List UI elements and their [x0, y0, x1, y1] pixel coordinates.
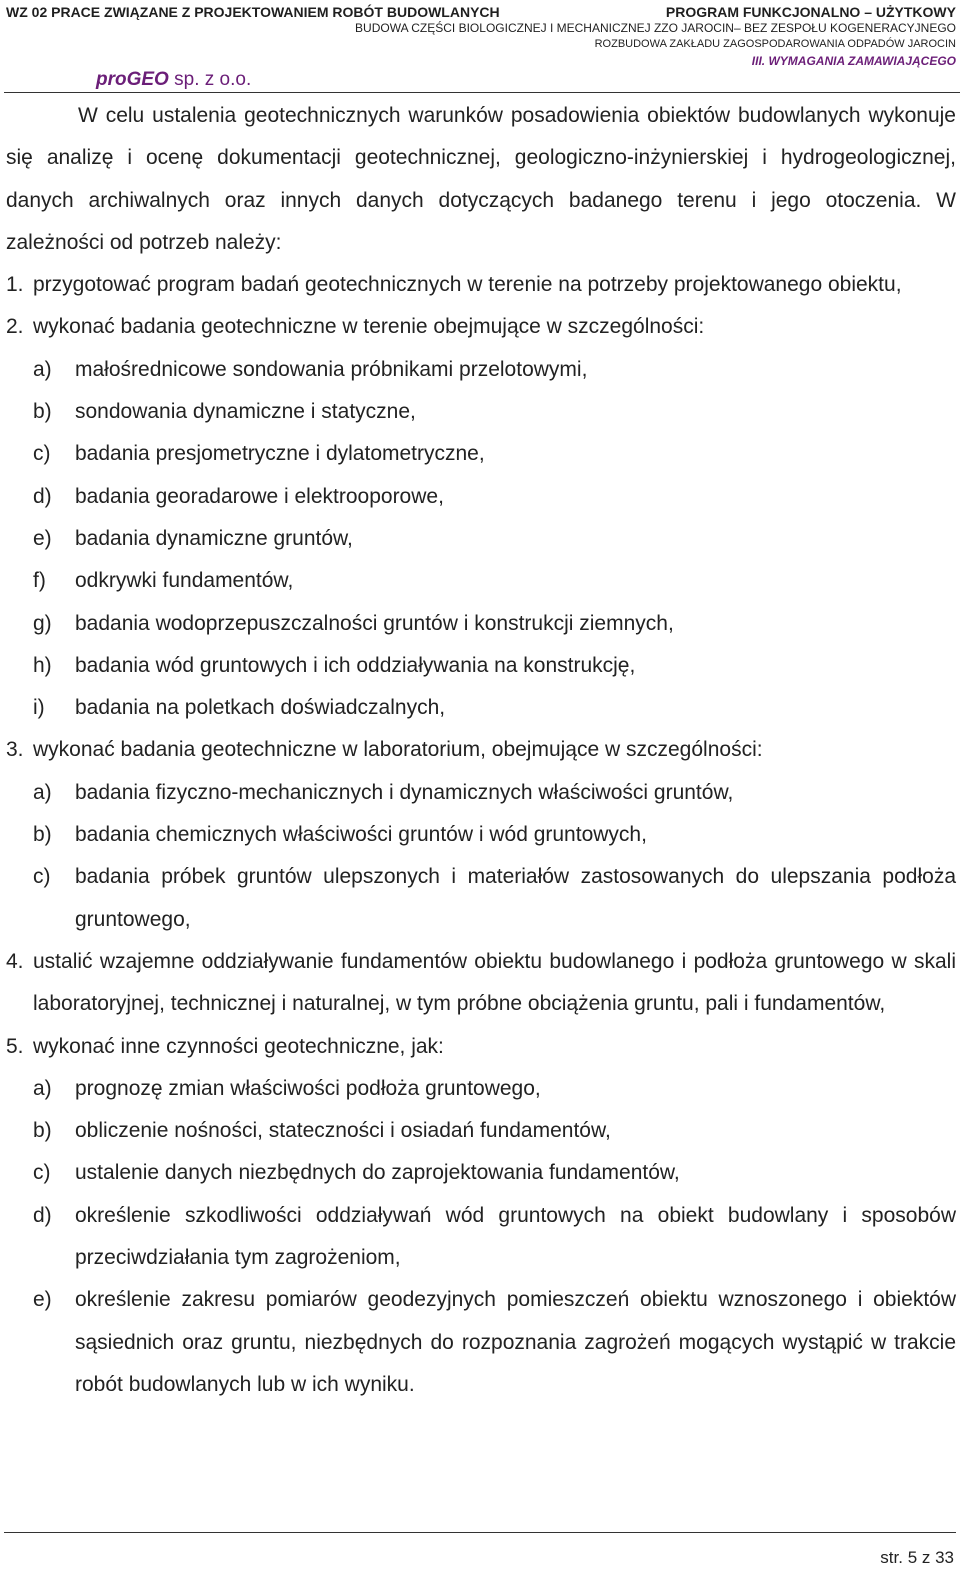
- list-item-4: [6, 941, 956, 1026]
- sub-item: [6, 645, 956, 687]
- sub-item-letter: e): [33, 1288, 52, 1312]
- sub-item-letter: a): [33, 357, 52, 381]
- sub-item-letter: c): [33, 442, 51, 466]
- page-number: str. 5 z 33: [880, 1548, 954, 1567]
- sub-item-letter: a): [33, 780, 52, 804]
- sub-item-letter: b): [33, 823, 52, 847]
- sub-item-text: małośrednicowe sondowania próbnikami przelotowymi,: [75, 357, 588, 381]
- sub-item-letter: b): [33, 1119, 52, 1143]
- sub-item-text: badania presjometryczne i dylatometryczne,: [75, 442, 485, 466]
- sub-item-text: badania wodoprzepuszczalności gruntów i konstrukcji ziemnych,: [75, 611, 674, 635]
- sub-item-letter: c): [33, 1161, 51, 1185]
- footer-rule: [4, 1532, 956, 1533]
- company-name-rest: sp. z o.o.: [168, 69, 252, 90]
- item-text: wykonać badania geotechniczne w laboratorium, obejmujące w szczególności:: [33, 738, 763, 762]
- sub-item-text: badania dynamiczne gruntów,: [75, 526, 353, 550]
- header-right-block: [355, 4, 956, 70]
- header-right-title: PROGRAM FUNKCJONALNO – UŻYTKOWY: [665, 4, 956, 20]
- company-name-bold: proGEO: [96, 69, 169, 90]
- sub-item: [6, 1195, 956, 1280]
- sub-item: [6, 1152, 956, 1194]
- header-left-title: WZ 02 PRACE ZWIĄZANE Z PROJEKTOWANIEM ROBÓT BUDOWLANYCH: [6, 4, 500, 20]
- sub-item-text: badania próbek gruntów ulepszonych i materiałów zastosowanych do ulepszania podłoża gruntowego,: [75, 865, 956, 931]
- sub-item: [6, 603, 956, 645]
- sub-item-text: badania na poletkach doświadczalnych,: [75, 696, 446, 720]
- item-number: 3.: [6, 738, 24, 762]
- item-number: 4.: [6, 949, 24, 973]
- sub-item-letter: e): [33, 526, 52, 550]
- item-text: wykonać badania geotechniczne w terenie obejmujące w szczególności:: [33, 315, 705, 339]
- sub-item-letter: d): [33, 1203, 52, 1227]
- list-item-3: [6, 729, 956, 771]
- sub-item-letter: c): [33, 865, 51, 889]
- sub-item-letter: h): [33, 653, 52, 677]
- sub-item-text: badania chemicznych właściwości gruntów i wód gruntowych,: [75, 823, 647, 847]
- sub-item-letter: b): [33, 400, 52, 424]
- sub-item-letter: a): [33, 1076, 52, 1100]
- sub-item-letter: d): [33, 484, 52, 508]
- header-rule: [4, 92, 960, 93]
- sub-item: [6, 1110, 956, 1152]
- header-project-line-2: ROZBUDOWA ZAKŁADU ZAGOSPODAROWANIA ODPADÓW JAROCIN: [594, 38, 956, 50]
- sub-item-text: obliczenie nośności, stateczności i osiadań fundamentów,: [75, 1119, 611, 1143]
- sub-item: [6, 814, 956, 856]
- sub-item-text: badania georadarowe i elektrooporowe,: [75, 484, 444, 508]
- sub-item-text: określenie szkodliwości oddziaływań wód gruntowych na obiekt budowlany i sposobów przeciwdziałania tym zagrożeniom,: [75, 1203, 956, 1270]
- header-section: III. WYMAGANIA ZAMAWIAJĄCEGO: [751, 54, 956, 68]
- sub-item-text: badania wód gruntowych i ich oddziaływania na konstrukcję,: [75, 653, 636, 677]
- sub-item: [6, 560, 956, 602]
- sub-item-letter: f): [33, 569, 46, 593]
- list-item-5: [6, 1026, 956, 1068]
- item-text: przygotować program badań geotechnicznych w terenie na potrzeby projektowanego obiektu,: [33, 273, 902, 297]
- sub-item-letter: i): [33, 696, 45, 720]
- intro-paragraph: W celu ustalenia geotechnicznych warunków posadowienia obiektów budowlanych wykonuje się analizę i ocenę dokumentacji geotechnicznej, geologiczno-inżynierskiej i hydrogeologicznej, danych archiwalnych oraz innych danych dotyczących badanego terenu i jego otoczenia. W zależności od potrzeb należy:: [6, 104, 956, 254]
- sub-item-text: prognozę zmian właściwości podłoża gruntowego,: [75, 1076, 541, 1100]
- sub-item: [6, 1068, 956, 1110]
- list-item-2: [6, 306, 956, 348]
- sub-item: [6, 772, 956, 814]
- sub-item: [6, 349, 956, 391]
- item-text: ustalić wzajemne oddziaływanie fundamentów obiektu budowlanego i podłoża gruntowego w skali laboratoryjnej, technicznej i naturalnej, w tym próbne obciążenia gruntu, pali i fundamentów,: [33, 949, 956, 1016]
- sub-item: [6, 476, 956, 518]
- list-item-1: [6, 264, 956, 306]
- sub-item: [6, 1279, 956, 1406]
- item-number: 5.: [6, 1034, 24, 1058]
- sub-item-text: określenie zakresu pomiarów geodezyjnych pomieszczeń obiektu wznoszonego i obiektów sąsiednich oraz gruntu, niezbędnych do rozpoznania zagrożeń mogących wystąpić w trakcie robót budowlanych lub w ich wyniku.: [75, 1288, 956, 1396]
- sub-item-text: odkrywki fundamentów,: [75, 569, 294, 593]
- sub-item-text: ustalenie danych niezbędnych do zaprojektowania fundamentów,: [75, 1161, 680, 1185]
- document-body: [6, 95, 956, 1406]
- sub-item: [6, 433, 956, 475]
- page-header: [0, 0, 960, 98]
- sub-item: [6, 856, 956, 941]
- sub-item: [6, 518, 956, 560]
- item-number: 1.: [6, 273, 24, 297]
- item-number: 2.: [6, 315, 24, 339]
- item-text: wykonać inne czynności geotechniczne, jak:: [33, 1034, 444, 1058]
- sub-item: [6, 687, 956, 729]
- sub-item-text: sondowania dynamiczne i statyczne,: [75, 400, 416, 424]
- sub-item: [6, 391, 956, 433]
- sub-item-letter: g): [33, 611, 52, 635]
- sub-item-text: badania fizyczno-mechanicznych i dynamicznych właściwości gruntów,: [75, 780, 734, 804]
- header-project-line: BUDOWA CZĘŚCI BIOLOGICZNEJ I MECHANICZNEJ ZZO JAROCIN– BEZ ZESPOŁU KOGENERACYJNEGO: [355, 21, 956, 35]
- company-logo: [90, 69, 257, 91]
